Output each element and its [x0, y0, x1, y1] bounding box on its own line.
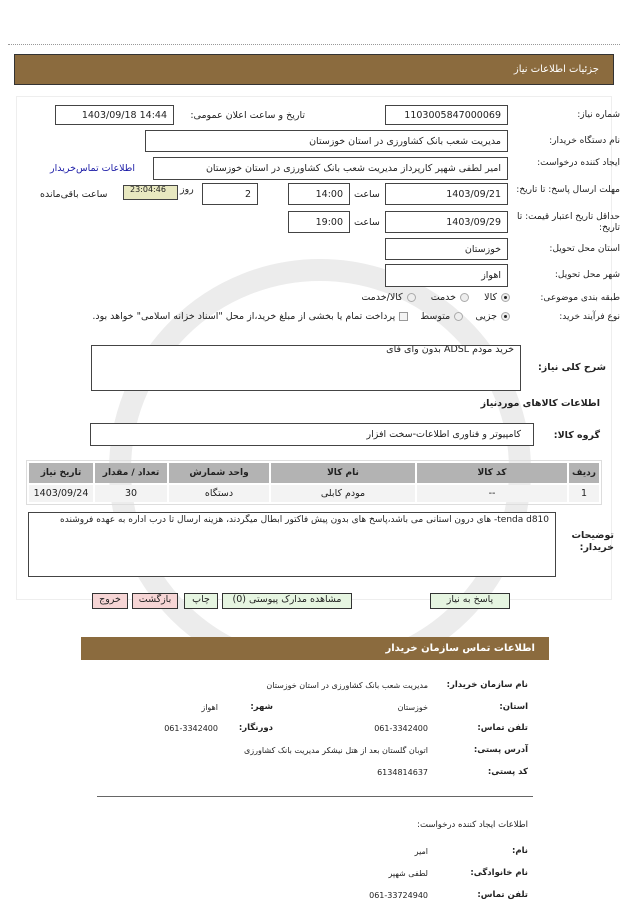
col-name: نام کالا	[271, 463, 415, 483]
col-unit: واحد شمارش	[169, 463, 269, 483]
col-code: کد کالا	[417, 463, 567, 483]
group-field: کامپیوتر و فناوری اطلاعات-سخت افزار	[90, 423, 534, 446]
category-radio-group	[361, 292, 510, 303]
need-number-field: 1103005847000069	[385, 105, 508, 125]
reply-button[interactable]: پاسخ به نیاز	[430, 593, 510, 609]
name-label: نام:	[511, 846, 528, 856]
deadline-time-label: ساعت	[354, 189, 380, 200]
phone-value: 061-3342400	[374, 724, 428, 733]
category-label: طبقه بندی موضوعی:	[540, 293, 620, 303]
notes-field: tenda d810- های درون استانی می باشد،پاسخ های بدون پیش فاکتور ابطال میگردند، هزینه ارسال تا درب اداره به عهده فروشنده	[28, 512, 556, 577]
notes-label: توضیحات خریدار:	[571, 530, 614, 553]
exit-button[interactable]: خروج	[92, 593, 128, 609]
creator-field: امیر لطفی شهپر کارپرداز مدیریت شعب بانک کشاورزی در استان خوزستان	[153, 157, 508, 180]
contact-divider	[97, 796, 533, 797]
contact-city-value: اهواز	[201, 703, 218, 712]
contact-province-label: استان:	[499, 702, 528, 712]
radio-goods-service[interactable]: کالا/خدمت	[361, 292, 415, 303]
goods-title: اطلاعات کالاهای موردنیاز	[480, 398, 600, 409]
buyer-contact-link[interactable]: اطلاعات تماس‌خریدار	[50, 163, 135, 174]
validity-time-field: 19:00	[288, 211, 350, 233]
family-value: لطفی شهپر	[388, 869, 428, 878]
description-field: خرید مودم ADSL بدون وای فای	[91, 345, 521, 391]
radio-medium[interactable]: متوسط	[420, 311, 463, 322]
process-label: نوع فرآیند خرید:	[559, 312, 620, 322]
col-qty: تعداد / مقدار	[95, 463, 167, 483]
countdown-timer: 23:04:46	[123, 185, 178, 200]
creator-phone-value: 061-33724940	[369, 891, 428, 900]
validity-label: حداقل تاریخ اعتبار قیمت: تا تاریخ:	[517, 212, 620, 233]
creator-info-title: اطلاعات ایجاد کننده درخواست:	[417, 820, 528, 830]
name-value: امیر	[414, 847, 428, 856]
need-number-label: شماره نیاز:	[577, 110, 620, 120]
contact-city-label: شهر:	[250, 702, 273, 712]
contact-title: اطلاعات تماس سازمان خریدار	[385, 643, 535, 654]
remaining-label: ساعت باقی‌مانده	[40, 189, 108, 200]
contact-header	[81, 637, 549, 660]
back-button[interactable]: بازگشت	[132, 593, 178, 609]
deadline-time-field: 14:00	[288, 183, 350, 205]
attachments-button[interactable]: مشاهده مدارک پیوستی (0)	[222, 593, 352, 609]
buyer-label: نام دستگاه خریدار:	[549, 136, 620, 146]
province-label: استان محل تحویل:	[549, 244, 620, 254]
postal-value: 6134814637	[377, 768, 428, 777]
col-row: ردیف	[569, 463, 599, 483]
family-label: نام خانوادگی:	[470, 868, 528, 878]
radio-service[interactable]: خدمت	[431, 292, 469, 303]
announce-field: 1403/09/18 14:44	[55, 105, 174, 125]
creator-label: ایجاد کننده درخواست:	[537, 158, 620, 168]
validity-date-field: 1403/09/29	[385, 211, 508, 233]
postal-label: کد پستی:	[487, 767, 528, 777]
city-field: اهواز	[385, 264, 508, 287]
group-label: گروه کالا:	[553, 430, 600, 441]
deadline-date-field: 1403/09/21	[385, 183, 508, 205]
fax-value: 061-3342400	[164, 724, 218, 733]
address-value: اتوبان گلستان بعد از هتل نیشکر مدیریت بانک کشاورزی	[244, 746, 428, 755]
phone-label: تلفن تماس:	[477, 723, 528, 733]
buyer-field: مدیریت شعب بانک کشاورزی در استان خوزستان	[145, 130, 508, 152]
city-label: شهر محل تحویل:	[554, 270, 620, 280]
deadline-label: مهلت ارسال پاسخ: تا تاریخ:	[516, 185, 620, 195]
top-divider	[8, 44, 620, 45]
col-date: تاریخ نیاز	[29, 463, 93, 483]
validity-time-label: ساعت	[354, 217, 380, 228]
org-label: نام سازمان خریدار:	[446, 680, 528, 690]
description-label: شرح کلی نیاز:	[537, 362, 606, 373]
org-value: مدیریت شعب بانک کشاورزی در استان خوزستان	[266, 681, 428, 690]
creator-phone-label: تلفن تماس:	[477, 890, 528, 900]
fax-label: دورنگار:	[238, 723, 273, 733]
page-header	[14, 54, 614, 85]
page-title: جزئیات اطلاعات نیاز	[513, 64, 599, 75]
process-radio-group	[12, 311, 510, 323]
province-field: خوزستان	[385, 238, 508, 260]
contact-province-value: خوزستان	[397, 703, 428, 712]
radio-goods[interactable]: کالا	[484, 292, 510, 303]
goods-table	[26, 460, 602, 505]
address-label: آدرس پستی:	[473, 745, 528, 755]
print-button[interactable]: چاپ	[184, 593, 218, 609]
treasury-checkbox[interactable]: پرداخت تمام یا بخشی از مبلغ خرید،از محل "اسناد خزانه اسلامی" خواهد بود.	[92, 311, 408, 322]
days-field: 2	[202, 183, 258, 205]
announce-label: تاریخ و ساعت اعلان عمومی:	[190, 110, 305, 121]
radio-minor[interactable]: جزیی	[475, 311, 510, 322]
days-label: روز	[180, 184, 194, 195]
table-row: 1 -- مودم کابلی دستگاه 30 1403/09/24	[29, 485, 599, 502]
